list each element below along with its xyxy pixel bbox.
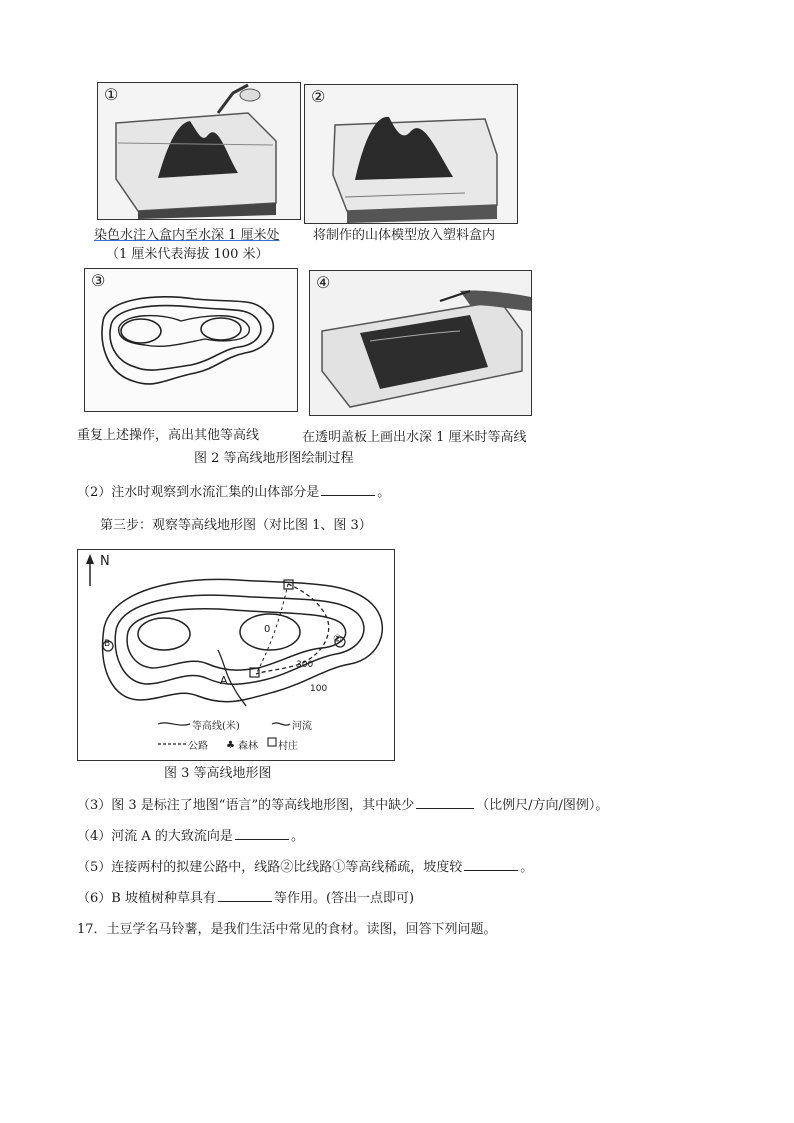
figure2-panel-2 [304, 84, 518, 224]
question-5-answer-blank[interactable] [464, 858, 518, 871]
question-6-suffix: 等作用。(答出一点即可) [273, 891, 415, 906]
question-5 [77, 858, 533, 878]
question-17: 17．土豆学名马铃薯，是我们生活中常见的食材。读图，回答下列问题。 [77, 922, 497, 937]
panel-1-caption-line2: （1 厘米代表海拔 100 米） [106, 247, 269, 262]
figure2-panel-4 [309, 270, 532, 416]
question-5-text: （5）连接两村的拟建公路中，线路②比线路①等高线稀疏，坡度较 [77, 860, 463, 875]
legend-village: 村庄 [278, 741, 298, 752]
panel-4-caption: 在透明盖板上画出水深 1 厘米时等高线 [302, 430, 527, 445]
route-2-label: ② [333, 634, 342, 645]
forest-symbol-icon: ♣ [226, 740, 235, 751]
panel-3-number: ③ [91, 271, 106, 290]
question-2 [77, 483, 390, 503]
panel-1-caption [94, 227, 280, 245]
village-legend-icon [268, 738, 276, 746]
panel-1-number: ① [104, 85, 119, 104]
river-a-label: A [220, 674, 228, 687]
legend-road: 公路 [188, 741, 208, 752]
panel-3-caption: 重复上述操作，高出其他等高线 [77, 428, 260, 443]
question-2-text: （2）注水时观察到水流汇集的山体部分是 [77, 485, 320, 500]
contour-lines-illustration [85, 269, 297, 411]
figure3-title: 图 3 等高线地形图 [164, 766, 272, 781]
question-5-suffix: 。 [520, 860, 534, 875]
figure3-contour-map [77, 549, 395, 761]
question-6-answer-blank[interactable] [218, 889, 272, 902]
peak-label: 0 [264, 624, 271, 635]
question-2-answer-blank[interactable] [321, 483, 375, 496]
question-3-text: （3）图 3 是标注了地图“语言”的等高线地形图，其中缺少 [77, 798, 415, 813]
panel-2-number: ② [311, 87, 326, 106]
drawing-on-cover-illustration [310, 271, 531, 415]
figure2-panel-1 [97, 82, 301, 220]
legend-river: 河流 [292, 721, 312, 732]
question-4-answer-blank[interactable] [235, 827, 289, 840]
contour-100-label: 100 [310, 684, 328, 694]
question-4-suffix: 。 [290, 829, 304, 844]
mountain-model-box-illustration [305, 85, 517, 223]
point-b-label: B [104, 639, 111, 649]
question-4 [77, 827, 304, 847]
figure2-title: 图 2 等高线地形图绘制过程 [194, 451, 354, 466]
legend-forest: 森林 [238, 741, 258, 752]
panel-1-caption-line1: 染色水注入盒内至水深 1 厘米处 [94, 228, 280, 243]
question-3-suffix: （比例尺/方向/图例）。 [476, 798, 609, 813]
step-3-heading: 第三步：观察等高线地形图（对比图 1、图 3） [100, 518, 372, 533]
north-label: N [100, 554, 110, 569]
dye-water-box-illustration [98, 83, 300, 219]
panel-2-caption: 将制作的山体模型放入塑料盒内 [313, 228, 496, 243]
question-3-answer-blank[interactable] [416, 796, 474, 809]
legend-contour: 等高线(米) [192, 721, 240, 732]
panel-4-number: ④ [316, 273, 331, 292]
question-3 [77, 796, 608, 816]
question-4-text: （4）河流 A 的大致流向是 [77, 829, 233, 844]
question-6-text: （6）B 坡植树种草具有 [77, 891, 216, 906]
question-2-suffix: 。 [377, 485, 391, 500]
question-6 [77, 889, 414, 909]
contour-300-label: 300 [296, 660, 314, 670]
figure2-panel-3 [84, 268, 298, 412]
